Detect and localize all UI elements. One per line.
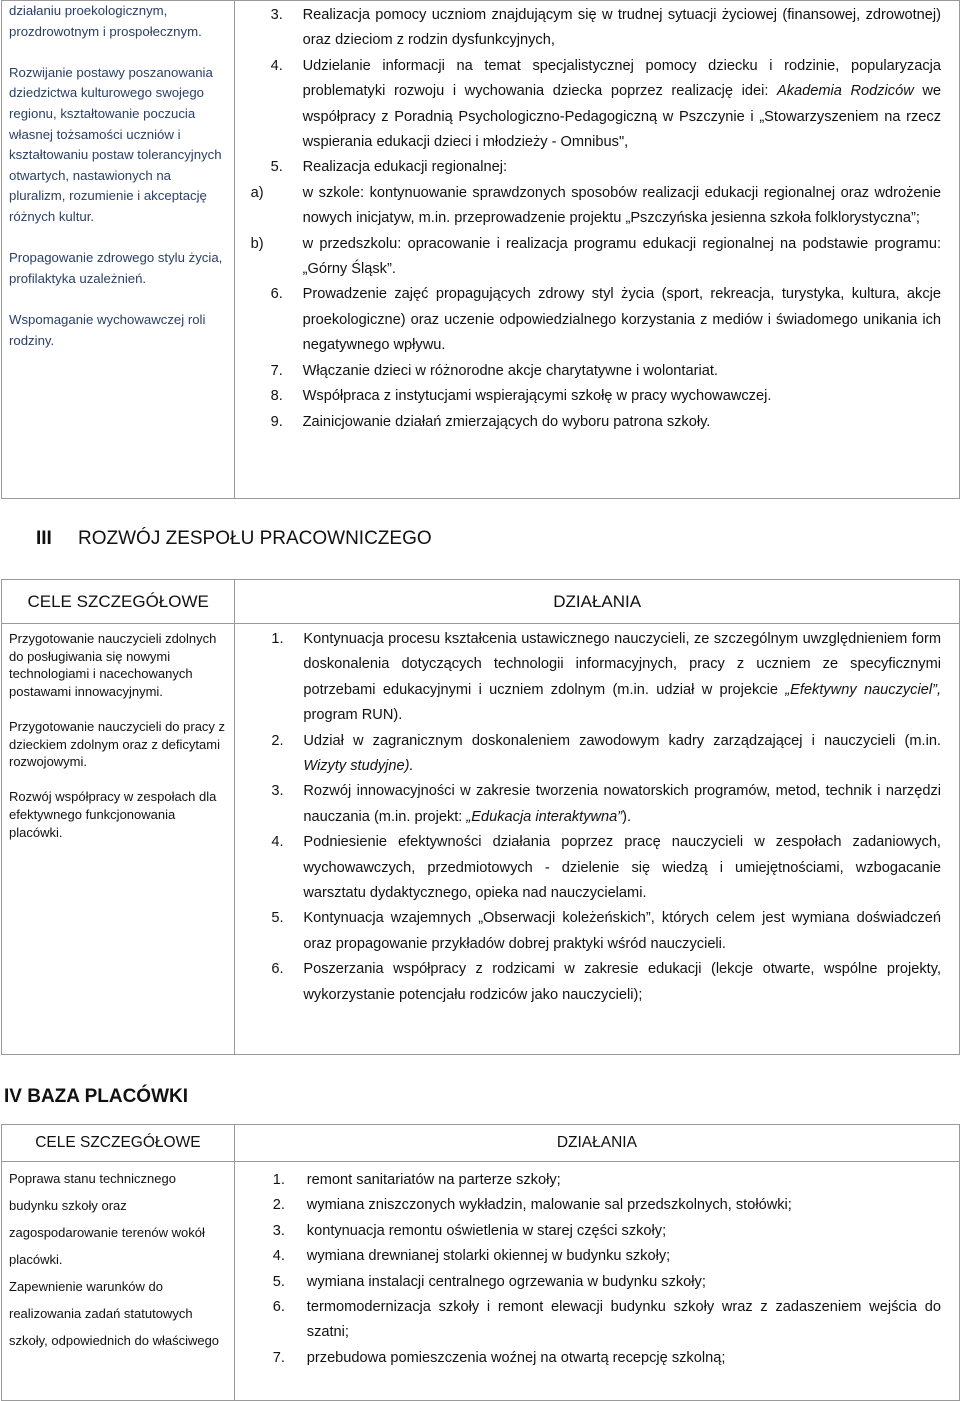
list-item: 1. remont sanitariatów na parterze szkoły;: [272, 1172, 561, 1188]
column-header-goals: CELE SZCZEGÓŁOWE: [2, 580, 235, 624]
goal-text: Zapewnienie warunków do: [9, 1279, 163, 1294]
section-1-table: [1, 0, 960, 499]
list-item: 5. wymiana instalacji centralnego ogrzewania w budynku szkoły;: [272, 1273, 706, 1290]
goal-text: realizowania zadań statutowych: [9, 1306, 193, 1321]
goals-cell: [2, 1, 235, 499]
goal-text: Poprawa stanu technicznego: [9, 1171, 176, 1186]
section-3-heading: [36, 528, 432, 550]
section-4-heading: IV BAZA PLACÓWKI: [4, 1086, 189, 1107]
actions-cell: [234, 1, 959, 499]
actions-cell: [234, 1162, 959, 1401]
list-item: 6. Prowadzenie zajęć propagujących zdrowy styl życia (sport, rekreacja, turystyka, kultura, akcje proekologiczne) oraz uczenie odpowiedzialnego korzystania z mediów i świadomego unikania ich negatywnego wpływu.: [270, 286, 941, 354]
list-subitem: b) w przedszkolu: opracowanie i realizacja programu edukacji regionalnej na podstawie programu: „Górny Śląsk”.: [250, 235, 941, 278]
list-item: 2. Udział w zagranicznym doskonaleniem zawodowym kadry zarządzającej i nauczycieli (m.in. Wizyty studyjne).: [271, 732, 941, 775]
goal-text: Rozwój współpracy w zespołach dla efektywnego funkcjonowania placówki.: [9, 789, 217, 840]
list-item: 1. Kontynuacja procesu kształcenia ustawicznego nauczycieli, ze szczególnym uwzględnieniem form doskonalenia dotyczących technologii informacyjnych, pracy z uczniem ze specyficznymi potrzebami edukacyjnymi i uczniem zdolnym (m.in. udział w projekcie „Efektywny nauczyciel”, program RUN).: [271, 631, 941, 724]
goal-text: Przygotowanie nauczycieli zdolnych do posługiwania się nowymi technologiami i nacechowanych postawami innowacyjnymi.: [9, 631, 217, 699]
section-title: ROZWÓJ ZESPOŁU PRACOWNICZEGO: [78, 528, 432, 549]
goal-text: działaniu proekologicznym, prozdrowotnym i prospołecznym.: [9, 3, 202, 39]
list-item: 3. kontynuacja remontu oświetlenia w starej części szkoły;: [272, 1222, 667, 1239]
actions-cell: [235, 624, 960, 1055]
goal-text: Rozwijanie postawy poszanowania dziedzictwa kulturowego swojego regionu, kształtowanie poczucia własnej tożsamości uczniów i kształtowaniu postaw tolerancyjnych otwartych, nastawionych na pluralizm, rozumienie i akceptację różnych kultur.: [9, 64, 222, 224]
goal-text: szkoły, odpowiednich do właściwego: [9, 1333, 220, 1348]
list-item: 7. przebudowa pomieszczenia woźnej na otwartą recepcję szkolną;: [272, 1349, 726, 1366]
list-item: 7. Włączanie dzieci w różnorodne akcje charytatywne i wolontariat.: [270, 362, 718, 379]
list-item: 6. Poszerzania współpracy z rodzicami w zakresie edukacji (lekcje otwarte, wspólne projekty, wykorzystanie potencjału rodziców jako nauczycieli);: [271, 961, 941, 1003]
list-item: 5. Realizacja edukacji regionalnej:: [270, 159, 508, 176]
goal-text: placówki.: [9, 1252, 63, 1267]
column-header-goals: CELE SZCZEGÓŁOWE: [2, 1125, 235, 1162]
list-item: 3. Realizacja pomocy uczniom znajdującym się w trudnej sytuacji życiowej (finansowej, zdrowotnej) oraz dzieciom z rodzin dysfunkcyjnych,: [270, 7, 941, 49]
list-item: 2. wymiana zniszczonych wykładzin, malowanie sal przedszkolnych, stołówki;: [272, 1197, 792, 1214]
goals-cell: [2, 624, 235, 1055]
list-item: 9. Zainicjowanie działań zmierzających do wyboru patrona szkoły.: [270, 413, 711, 430]
section-3-table: [1, 579, 960, 1055]
column-header-actions: DZIAŁANIA: [235, 580, 960, 624]
goal-text: zagospodarowanie terenów wokół: [9, 1225, 205, 1240]
goals-cell: [2, 1162, 235, 1401]
list-item: 4. Udzielanie informacji na temat specjalistycznej pomocy dziecku i rodzinie, popularyzacja problematyki rozwoju i wychowania dziecka poprzez realizację idei: Akademia Rodziców we współpracy z Poradnią Psychologiczno-Pedagogiczną w Pszczynie i „Stowarzyszeniem na rzecz wspierania edukacji dzieci i młodzieży - Omnibus",: [270, 57, 942, 151]
goal-text: Przygotowanie nauczycieli do pracy z dzieckiem zdolnym oraz z deficytami rozwojowymi.: [9, 718, 226, 770]
list-item: 5. Kontynuacja wzajemnych „Obserwacji koleżeńskich”, których celem jest wymiana doświadczeń oraz propagowanie przykładów dobrej praktyki wśród nauczycieli.: [271, 910, 941, 952]
column-header-actions: DZIAŁANIA: [234, 1125, 959, 1162]
list-item: 8. Współpraca z instytucjami wspierającymi szkołę w pracy wychowawczej.: [270, 388, 772, 405]
list-item: 3. Rozwój innowacyjności w zakresie tworzenia nowatorskich programów, metod, technik i narzędzi nauczania (m.in. projekt: „Edukacja interaktywna”).: [271, 783, 941, 825]
list-item: 6. termomodernizacja szkoły i remont elewacji budynku szkoły wraz z zadaszeniem wejścia do szatni;: [272, 1299, 941, 1341]
list-subitem: a) w szkole: kontynuowanie sprawdzonych sposobów realizacji edukacji regionalnej oraz wdrożenie nowych inicjatyw, m.in. przeprowadzenie projektu „Pszczyńska jesienna szkoła folklorystyczna”;: [250, 184, 941, 227]
section-4-table: [1, 1124, 960, 1401]
section-number: III: [36, 528, 52, 549]
list-item: 4. Podniesienie efektywności działania poprzez pracę nauczycieli w zespołach zadaniowych, wychowawczych, przedmiotowych - dzielenie się wiedzą i umiejętnościami, wzbogacanie warsztatu dydaktycznego, opieka nad nauczycielami.: [271, 834, 941, 902]
goal-text: Propagowanie zdrowego stylu życia, profilaktyka uzależnień.: [9, 250, 223, 286]
goal-text: Wspomaganie wychowawczej roli rodziny.: [9, 311, 206, 348]
goal-text: budynku szkoły oraz: [9, 1198, 127, 1213]
list-item: 4. wymiana drewnianej stolarki okiennej w budynku szkoły;: [272, 1248, 671, 1265]
